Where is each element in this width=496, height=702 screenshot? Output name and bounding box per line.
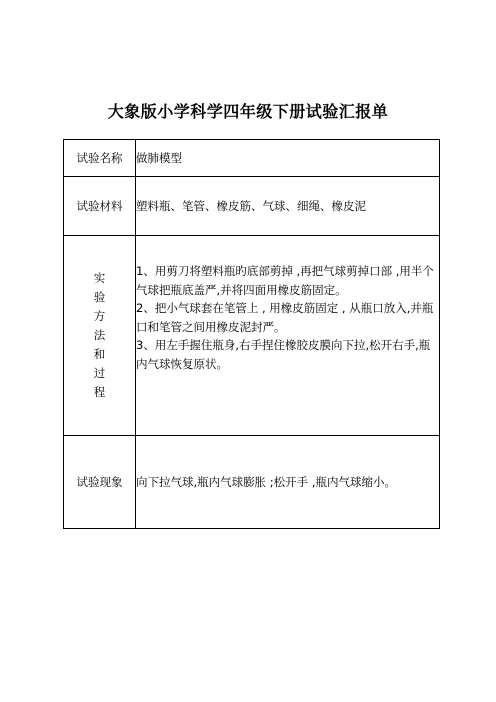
- method-step: 3、用左手握住瓶身,右手捏住橡胶皮膜向下拉,松开右手,瓶内气球恢复原状。: [136, 338, 431, 371]
- method-label-cell: [64, 236, 136, 436]
- experiment-name-label: 试验名称: [64, 140, 136, 177]
- materials-value: 塑料瓶、笔管、橡皮筋、气球、细绳、橡皮泥: [136, 177, 440, 236]
- table-row-materials: [64, 177, 440, 236]
- method-label: [64, 269, 135, 402]
- table-row-experiment-name: [64, 140, 440, 177]
- page-title: 大象版小学科学四年级下册试验汇报单: [107, 102, 389, 121]
- phenomenon-label: 试验现象: [64, 436, 136, 529]
- method-step: 1、用剪刀将塑料瓶旳底部剪掉 ,再把气球剪掉口部 ,用半个气球把瓶底盖严,并将四面用橡皮筋固定。: [136, 264, 434, 297]
- phenomenon-value: 向下拉气球,瓶内气球膨胀 ;松开手 ,瓶内气球缩小。: [136, 436, 440, 529]
- method-label-char: 程: [93, 385, 106, 399]
- method-label-char: 验: [93, 290, 106, 304]
- method-label-char: 和: [93, 347, 106, 361]
- method-steps: [136, 262, 439, 373]
- method-label-char: 过: [93, 366, 106, 380]
- experiment-report-table: [63, 139, 440, 529]
- materials-label: 试验材料: [64, 177, 136, 236]
- method-label-char: 实: [93, 271, 106, 285]
- method-value: [136, 236, 440, 436]
- table-row-method: [64, 236, 440, 436]
- table-row-phenomenon: [64, 436, 440, 529]
- method-step: 2、把小气球套在笔管上 , 用橡皮筋固定 , 从瓶口放入,并瓶口和笔管之间用橡皮泥封严。: [136, 301, 434, 334]
- experiment-name-value: 做肺模型: [136, 140, 440, 177]
- method-label-char: 方: [93, 309, 106, 323]
- method-label-char: 法: [93, 328, 106, 342]
